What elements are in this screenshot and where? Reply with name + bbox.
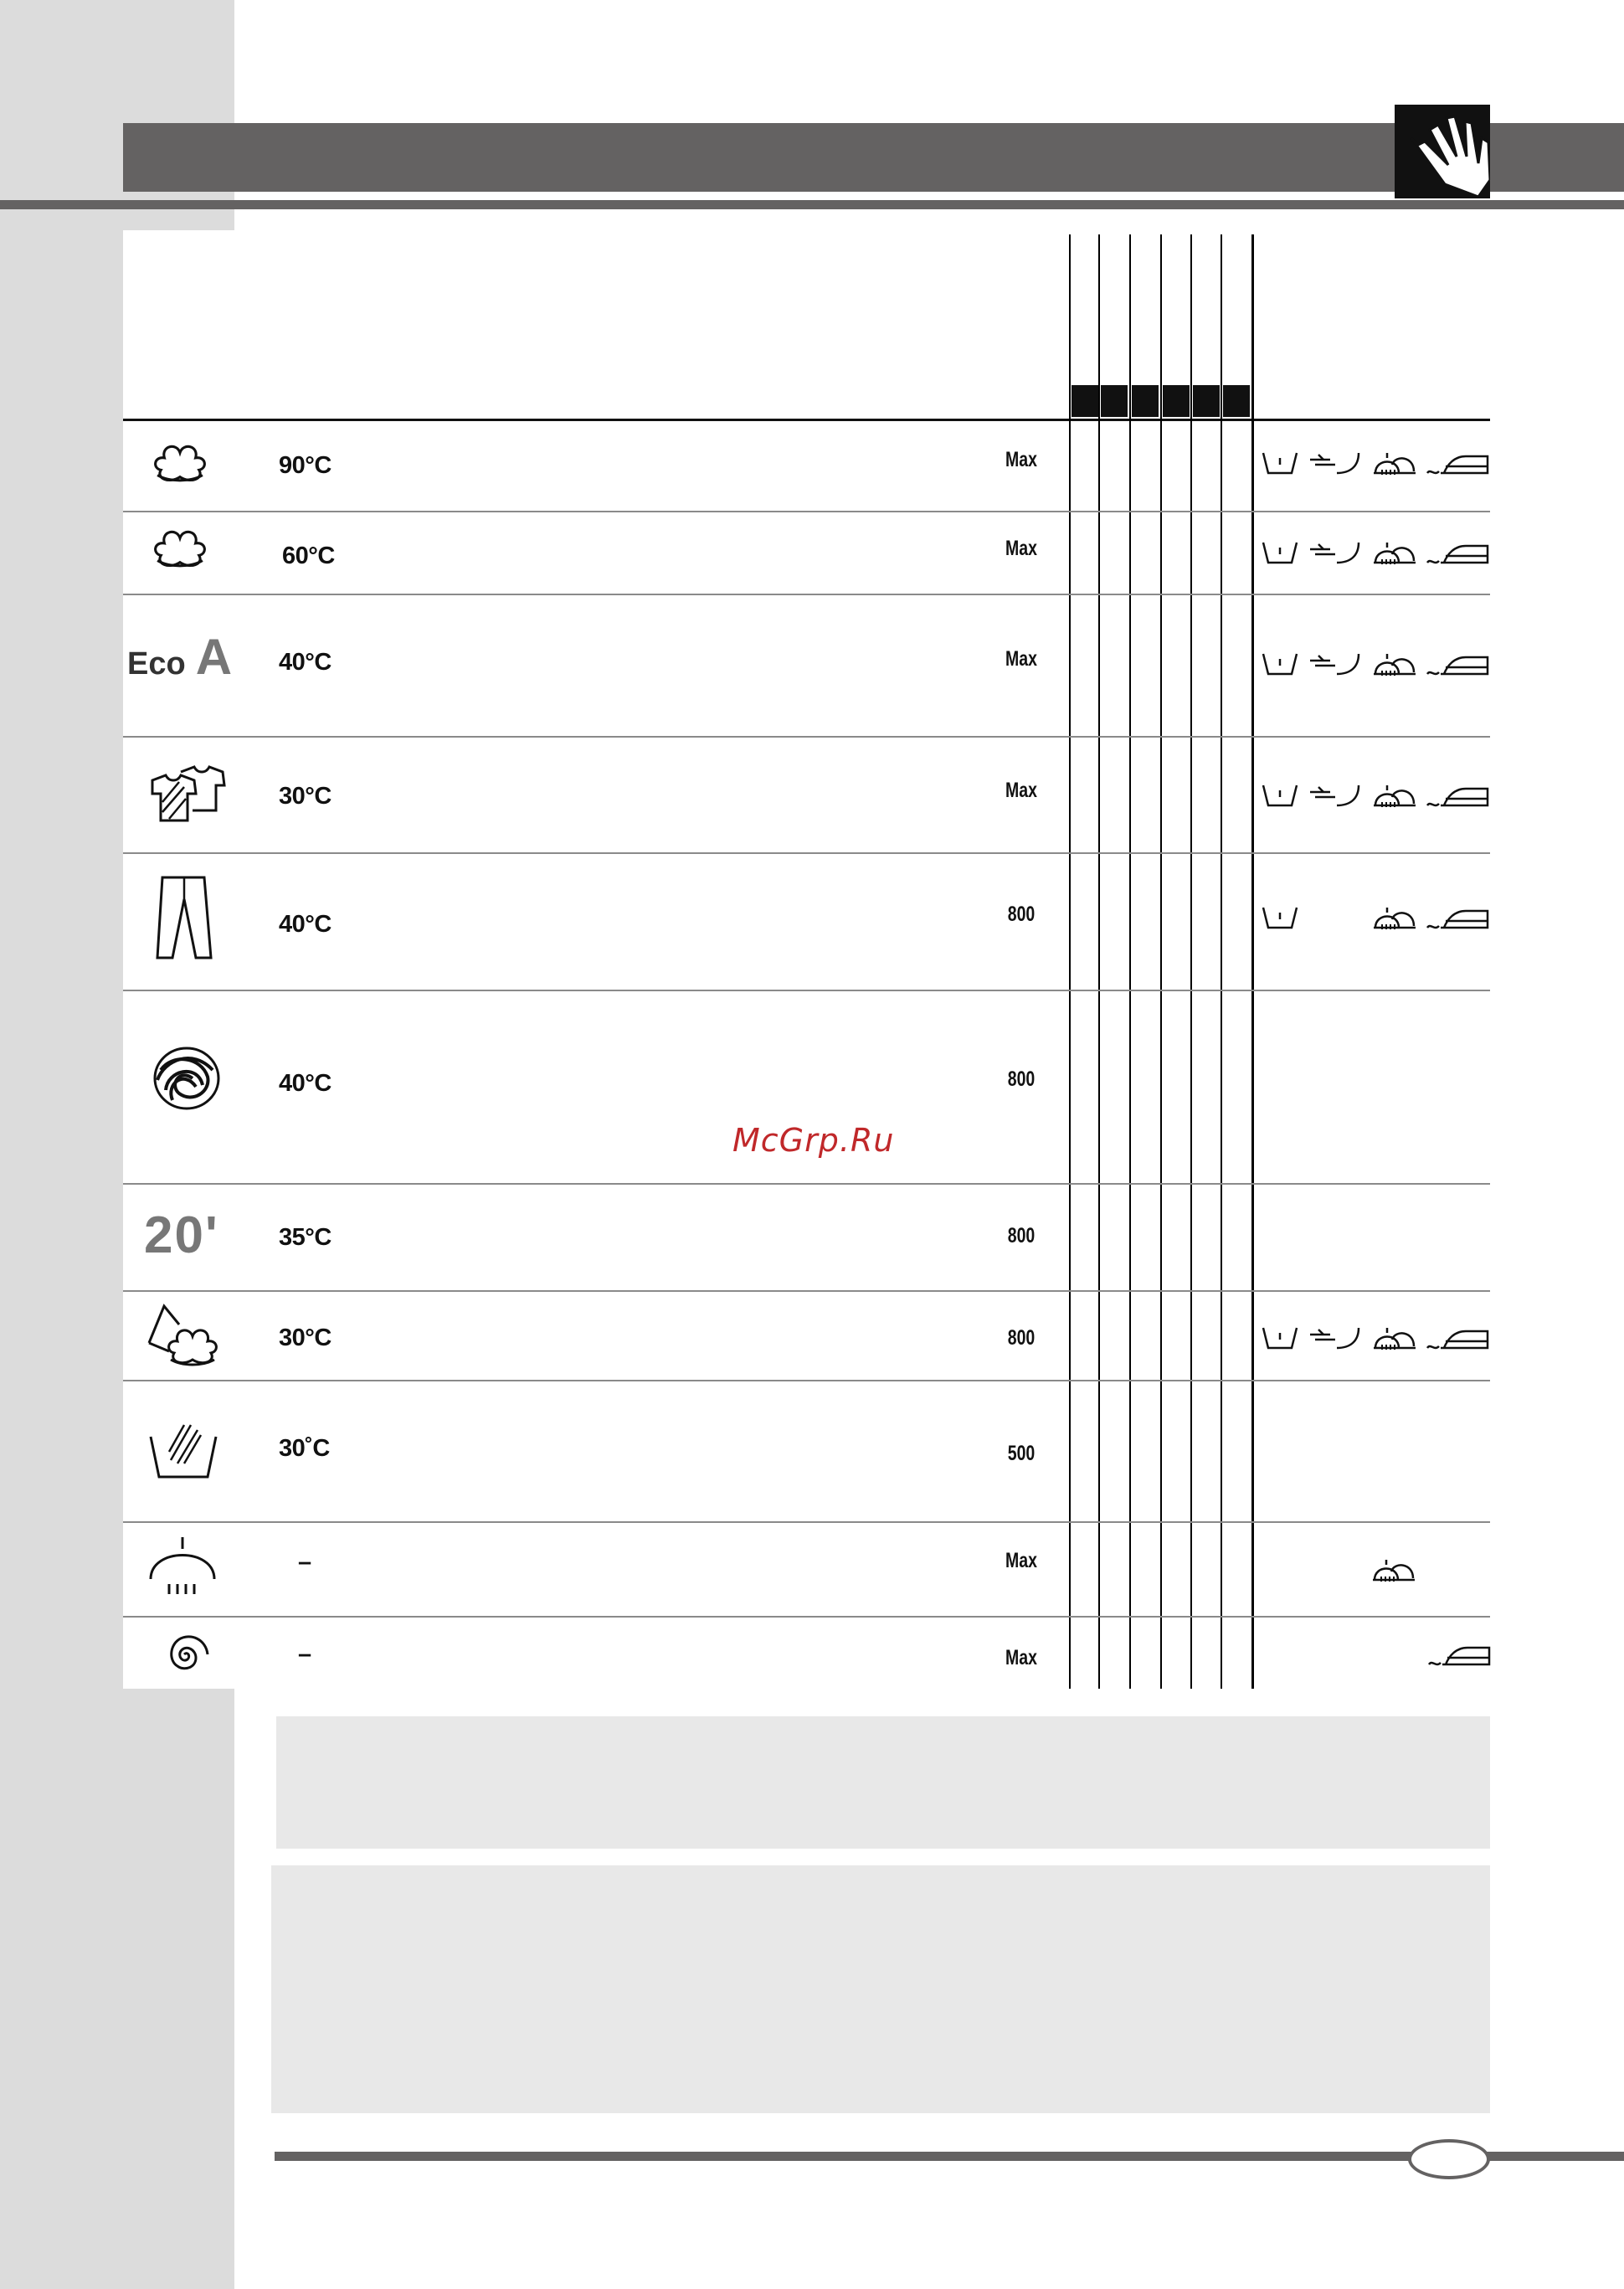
spin-icon [154,1628,214,1683]
care-symbols [1260,649,1491,683]
hand-icon [1395,105,1490,198]
iron-icon [1427,657,1488,674]
bleach-icon [1310,543,1359,563]
column-divider [1098,234,1100,1689]
program-temperature: – [298,1549,311,1576]
program-spin-speed: 800 [1007,903,1036,926]
tumble-dry-icon [1373,1560,1415,1582]
eco-a-icon [127,628,232,686]
eco-label: Eco [127,646,186,682]
header-rule [0,200,1624,209]
tumble-dry-icon [1374,1328,1416,1350]
program-spin-speed: 800 [1007,1326,1036,1350]
program-spin-speed: 500 [1007,1442,1036,1465]
cotton-icon [151,521,209,571]
iron-icon [1427,1331,1488,1348]
row-separator [123,511,1490,512]
program-temperature: 90°C [279,452,331,479]
wash-tub-icon [1263,654,1297,674]
iron-icon [1427,546,1488,563]
column-header-marker [1132,385,1159,417]
program-spin-speed: 800 [1007,1224,1036,1247]
jeans-icon [154,874,213,961]
bleach-icon [1310,453,1359,473]
care-symbols [1260,538,1491,572]
wash-tub-icon [1263,785,1297,805]
column-header-marker [1193,385,1220,417]
bleach-icon [1310,654,1359,674]
tumble-dry-icon [1374,785,1416,807]
cotton-icon [151,435,209,486]
program-temperature: 40°C [279,1070,331,1097]
care-symbols [1260,1323,1491,1357]
mixed-shirts-icon [151,764,226,824]
program-spin-speed: Max [1005,647,1037,671]
program-temperature: 30˚C [279,1435,330,1462]
column-header-marker [1223,385,1250,417]
tumble-dry-icon [1374,654,1416,676]
row-separator [123,594,1490,595]
wash-tub-icon [1263,1328,1297,1348]
wash-tub-icon [1263,543,1297,563]
program-spin-speed: Max [1005,1549,1037,1572]
column-header-marker [1101,385,1128,417]
care-symbols [1426,1639,1493,1674]
tumble-dry-icon [1374,908,1416,929]
care-symbols [1370,1555,1420,1589]
row-separator [123,852,1490,854]
program-spin-speed: Max [1005,1646,1037,1669]
hand-wash-icon [147,1418,219,1480]
column-divider [1129,234,1131,1689]
program-temperature: 35°C [279,1224,331,1251]
row-separator [123,1521,1490,1523]
iron-icon [1427,911,1488,928]
iron-icon [1427,456,1488,473]
row-separator [123,990,1490,991]
program-spin-speed: 800 [1007,1067,1036,1091]
column-divider [1190,234,1192,1689]
row-separator [123,1380,1490,1381]
quick-20-icon: 20' [144,1206,219,1264]
care-symbols [1260,780,1491,815]
column-header-marker [1072,385,1098,417]
bleach-icon [1310,785,1359,805]
drain-icon [147,1535,218,1597]
program-temperature: 60°C [282,543,335,569]
column-divider [1160,234,1162,1689]
program-temperature: 40°C [279,649,331,676]
delicate-cotton-icon [146,1303,226,1371]
program-spin-speed: Max [1005,537,1037,560]
care-symbols [1260,448,1491,482]
column-divider [1251,234,1254,1689]
program-spin-speed: Max [1005,779,1037,802]
row-separator [123,1183,1490,1185]
column-divider [1221,234,1222,1689]
program-spin-speed: Max [1005,448,1037,471]
watermark: McGrp.Ru [732,1122,895,1159]
iron-icon [1427,789,1488,805]
iron-icon [1429,1648,1489,1664]
note-box [276,1716,1490,1849]
wool-icon [151,1045,223,1112]
row-separator [123,1616,1490,1618]
wash-tub-icon [1263,453,1297,473]
program-temperature: 40°C [279,911,331,938]
wash-tub-icon [1263,908,1297,928]
program-temperature: 30°C [279,783,331,810]
care-symbols [1260,903,1491,937]
row-separator [123,736,1490,738]
bleach-icon [1310,1328,1359,1348]
row-separator [123,1290,1490,1292]
eco-a-label: A [195,629,233,685]
page-number-oval [1408,2139,1490,2179]
column-header-marker [1163,385,1190,417]
table-header-rule [123,419,1490,421]
column-divider [1069,234,1071,1689]
tumble-dry-icon [1374,543,1416,564]
program-temperature: – [298,1641,311,1668]
tumble-dry-icon [1374,453,1416,475]
program-temperature: 30°C [279,1325,331,1351]
note-box [271,1865,1490,2113]
